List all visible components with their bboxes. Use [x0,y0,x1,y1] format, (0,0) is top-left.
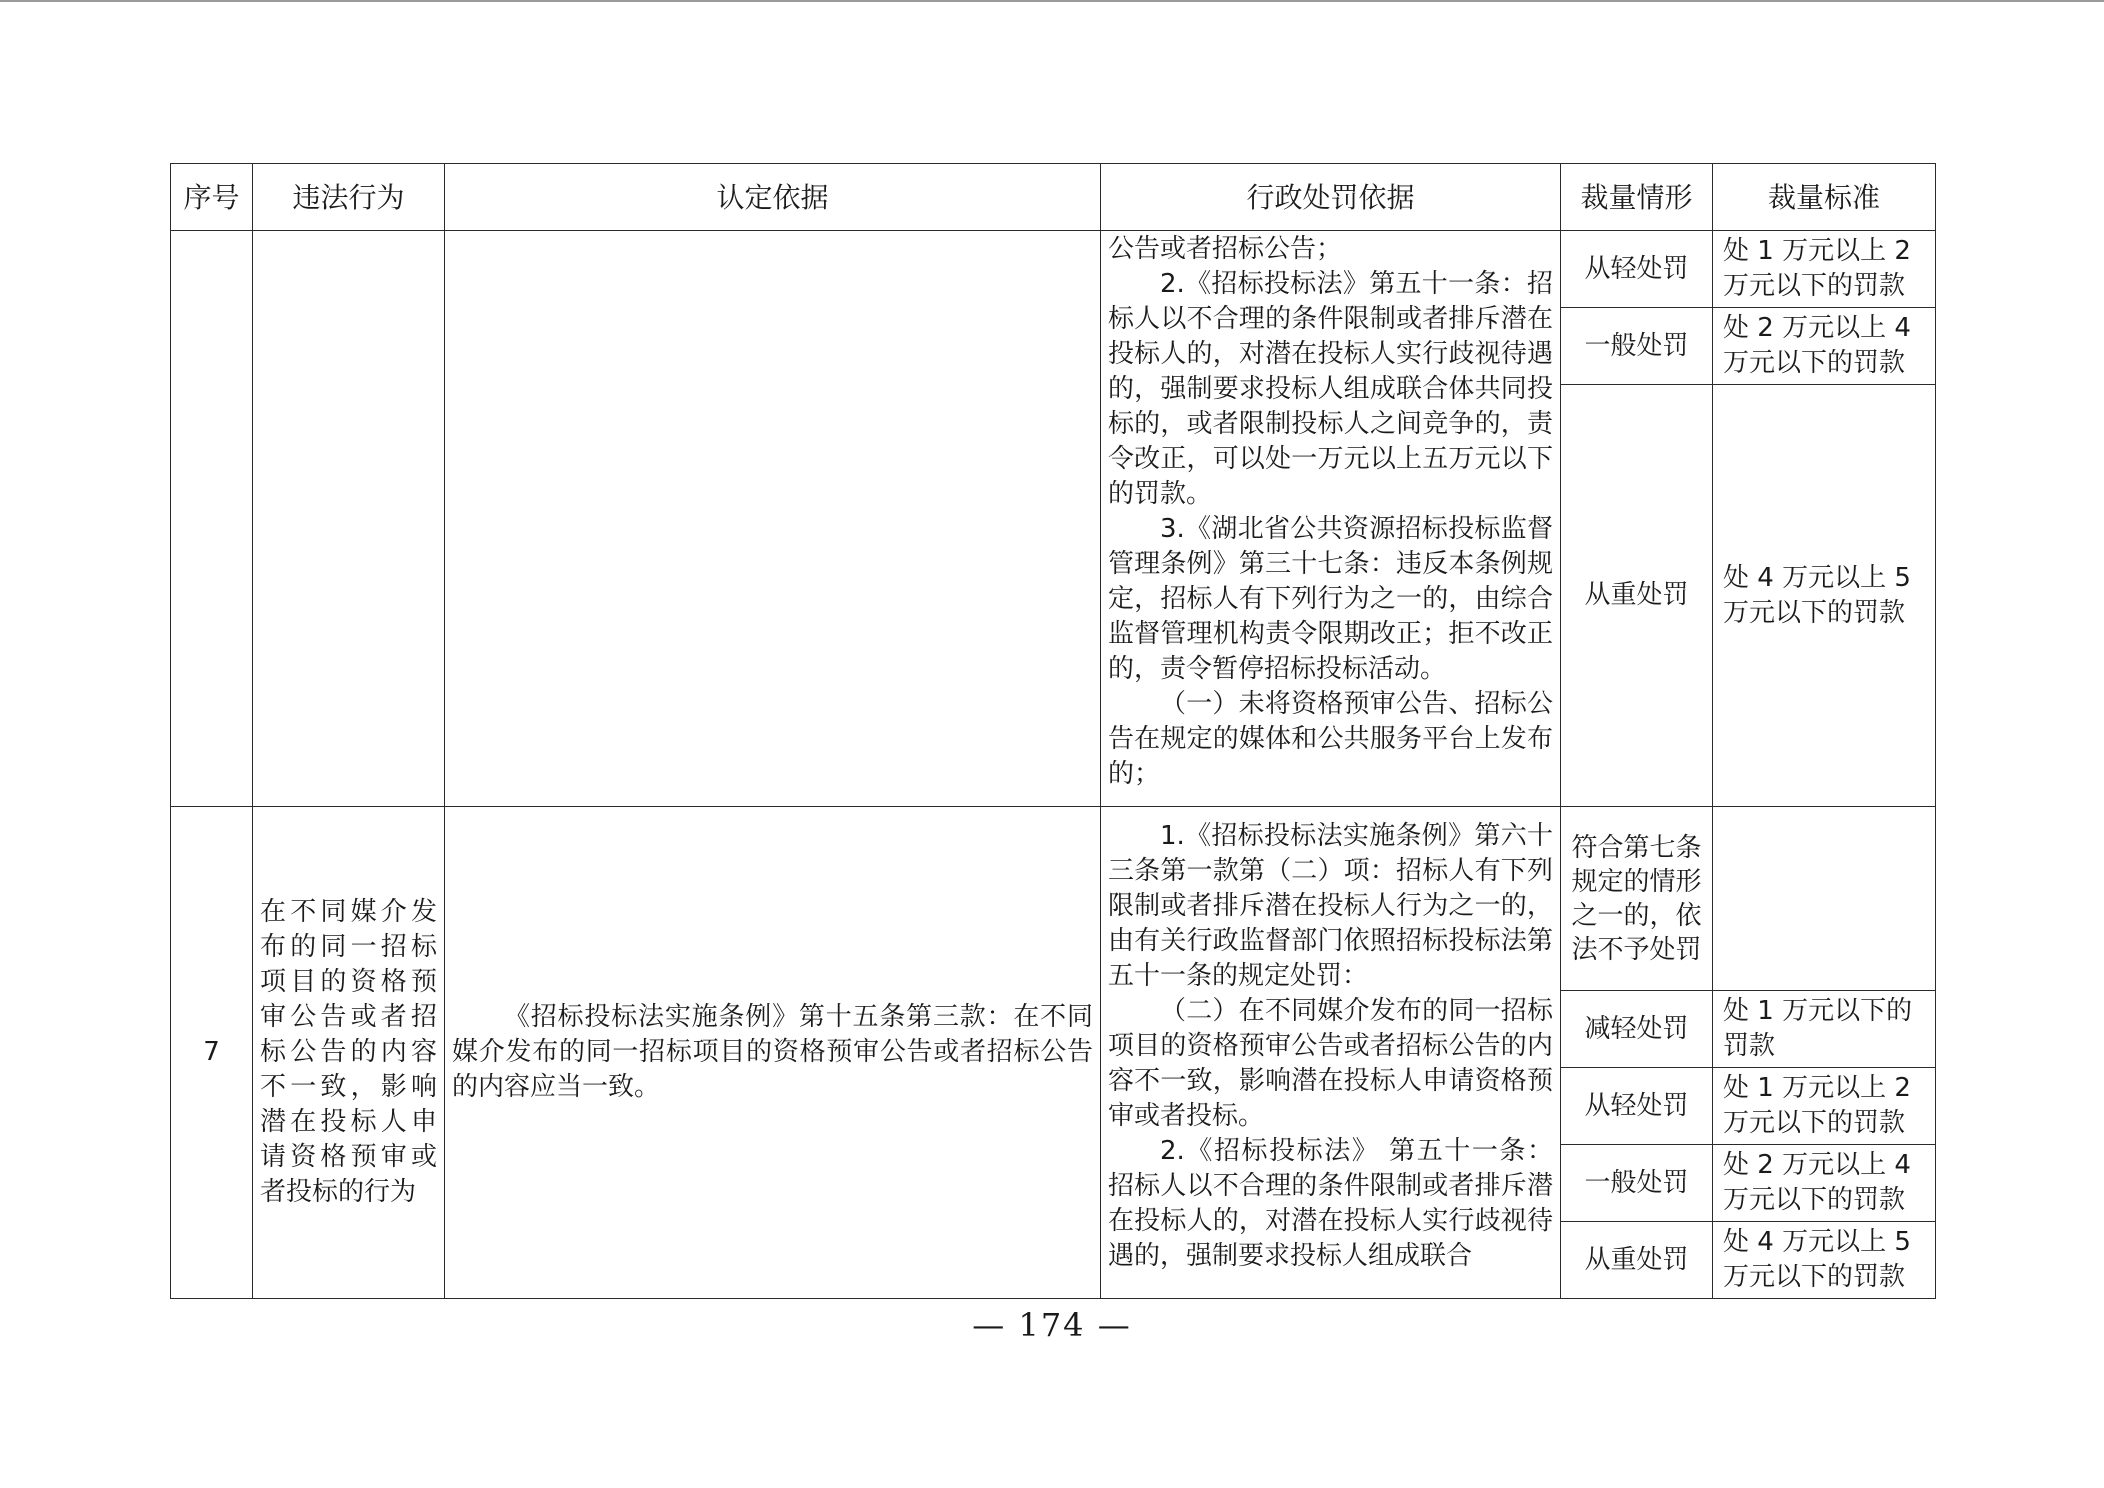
header-penalty-basis: 行政处罚依据 [1101,164,1561,231]
discretion-situation-cell: 从重处罚 [1561,385,1713,807]
discretion-standard-cell: 处 1 万元以上 2 万元以下的罚款 [1713,1068,1936,1145]
header-row [171,164,1936,231]
top-border-line [0,0,2104,2]
discretion-situation-cell: 减轻处罚 [1561,991,1713,1068]
basis-cell [445,231,1101,807]
violation-text: 在不同媒介发布的同一招标项目的资格预审公告或者招标公告的内容不一致，影响潜在投标人申请资格预审或者投标的行为 [260,897,437,1207]
row-number-cell: 7 [171,807,253,1299]
penalty-basis-paragraph: （二）在不同媒介发布的同一招标项目的资格预审公告或者招标公告的内容不一致，影响潜在投标人申请资格预审或者投标。 [1108,996,1553,1131]
discretion-situation-cell: 从重处罚 [1561,1222,1713,1299]
table-row [171,807,1936,991]
header-basis: 认定依据 [445,164,1101,231]
discretion-situation-cell: 一般处罚 [1561,1145,1713,1222]
discretion-standard-cell: 处 4 万元以上 5 万元以下的罚款 [1713,385,1936,807]
penalty-basis-paragraph: 3.《湖北省公共资源招标投标监督管理条例》第三十七条：违反本条例规定，招标人有下列行为之一的，由综合监督管理机构责令限期改正；拒不改正的，责令暂停招标投标活动。 [1108,514,1553,684]
header-violation: 违法行为 [253,164,445,231]
discretion-standard-cell: 处 1 万元以上 2 万元以下的罚款 [1713,231,1936,308]
penalty-basis-cell [1101,807,1561,1299]
header-number: 序号 [171,164,253,231]
row-number-cell [171,231,253,807]
penalty-discretion-table [170,163,1936,1299]
discretion-standard-cell: 处 2 万元以上 4 万元以下的罚款 [1713,1145,1936,1222]
violation-cell [253,231,445,807]
discretion-situation-cell: 从轻处罚 [1561,231,1713,308]
header-discretion-situation: 裁量情形 [1561,164,1713,231]
page-number: — 174 — [972,1306,1132,1344]
penalty-basis-paragraph: 2.《招标投标法》 第五十一条：招标人以不合理的条件限制或者排斥潜在投标人的，对潜在投标人实行歧视待遇的，强制要求投标人组成联合 [1108,1136,1553,1271]
discretion-situation-cell: 一般处罚 [1561,308,1713,385]
discretion-standard-cell: 处 2 万元以上 4 万元以下的罚款 [1713,308,1936,385]
table-row [171,231,1936,308]
penalty-basis-paragraph: 1.《招标投标法实施条例》第六十三条第一款第（二）项：招标人有下列限制或者排斥潜在投标人行为之一的，由有关行政监督部门依照招标投标法第五十一条的规定处罚： [1108,821,1553,991]
penalty-basis-cell [1101,231,1561,807]
penalty-basis-paragraph: （一）未将资格预审公告、招标公告在规定的媒体和公共服务平台上发布的； [1108,689,1553,789]
violation-cell [253,807,445,1299]
penalty-basis-paragraph: 2.《招标投标法》第五十一条：招标人以不合理的条件限制或者排斥潜在投标人的，对潜在投标人实行歧视待遇的，强制要求投标人组成联合体共同投标的，或者限制投标人之间竞争的，责令改正，可以处一万元以上五万元以下的罚款。 [1108,269,1553,509]
penalty-basis-paragraph: 公告或者招标公告； [1108,234,1343,264]
basis-cell [445,807,1101,1299]
basis-text: 《招标投标法实施条例》第十五条第三款：在不同媒介发布的同一招标项目的资格预审公告或者招标公告的内容应当一致。 [452,1002,1093,1102]
header-discretion-standard: 裁量标准 [1713,164,1936,231]
discretion-standard-cell: 处 4 万元以上 5 万元以下的罚款 [1713,1222,1936,1299]
discretion-standard-cell: 处 1 万元以下的罚款 [1713,991,1936,1068]
discretion-situation-cell: 从轻处罚 [1561,1068,1713,1145]
discretion-standard-cell [1713,807,1936,991]
discretion-situation-cell: 符合第七条规定的情形之一的，依法不予处罚 [1561,807,1713,991]
